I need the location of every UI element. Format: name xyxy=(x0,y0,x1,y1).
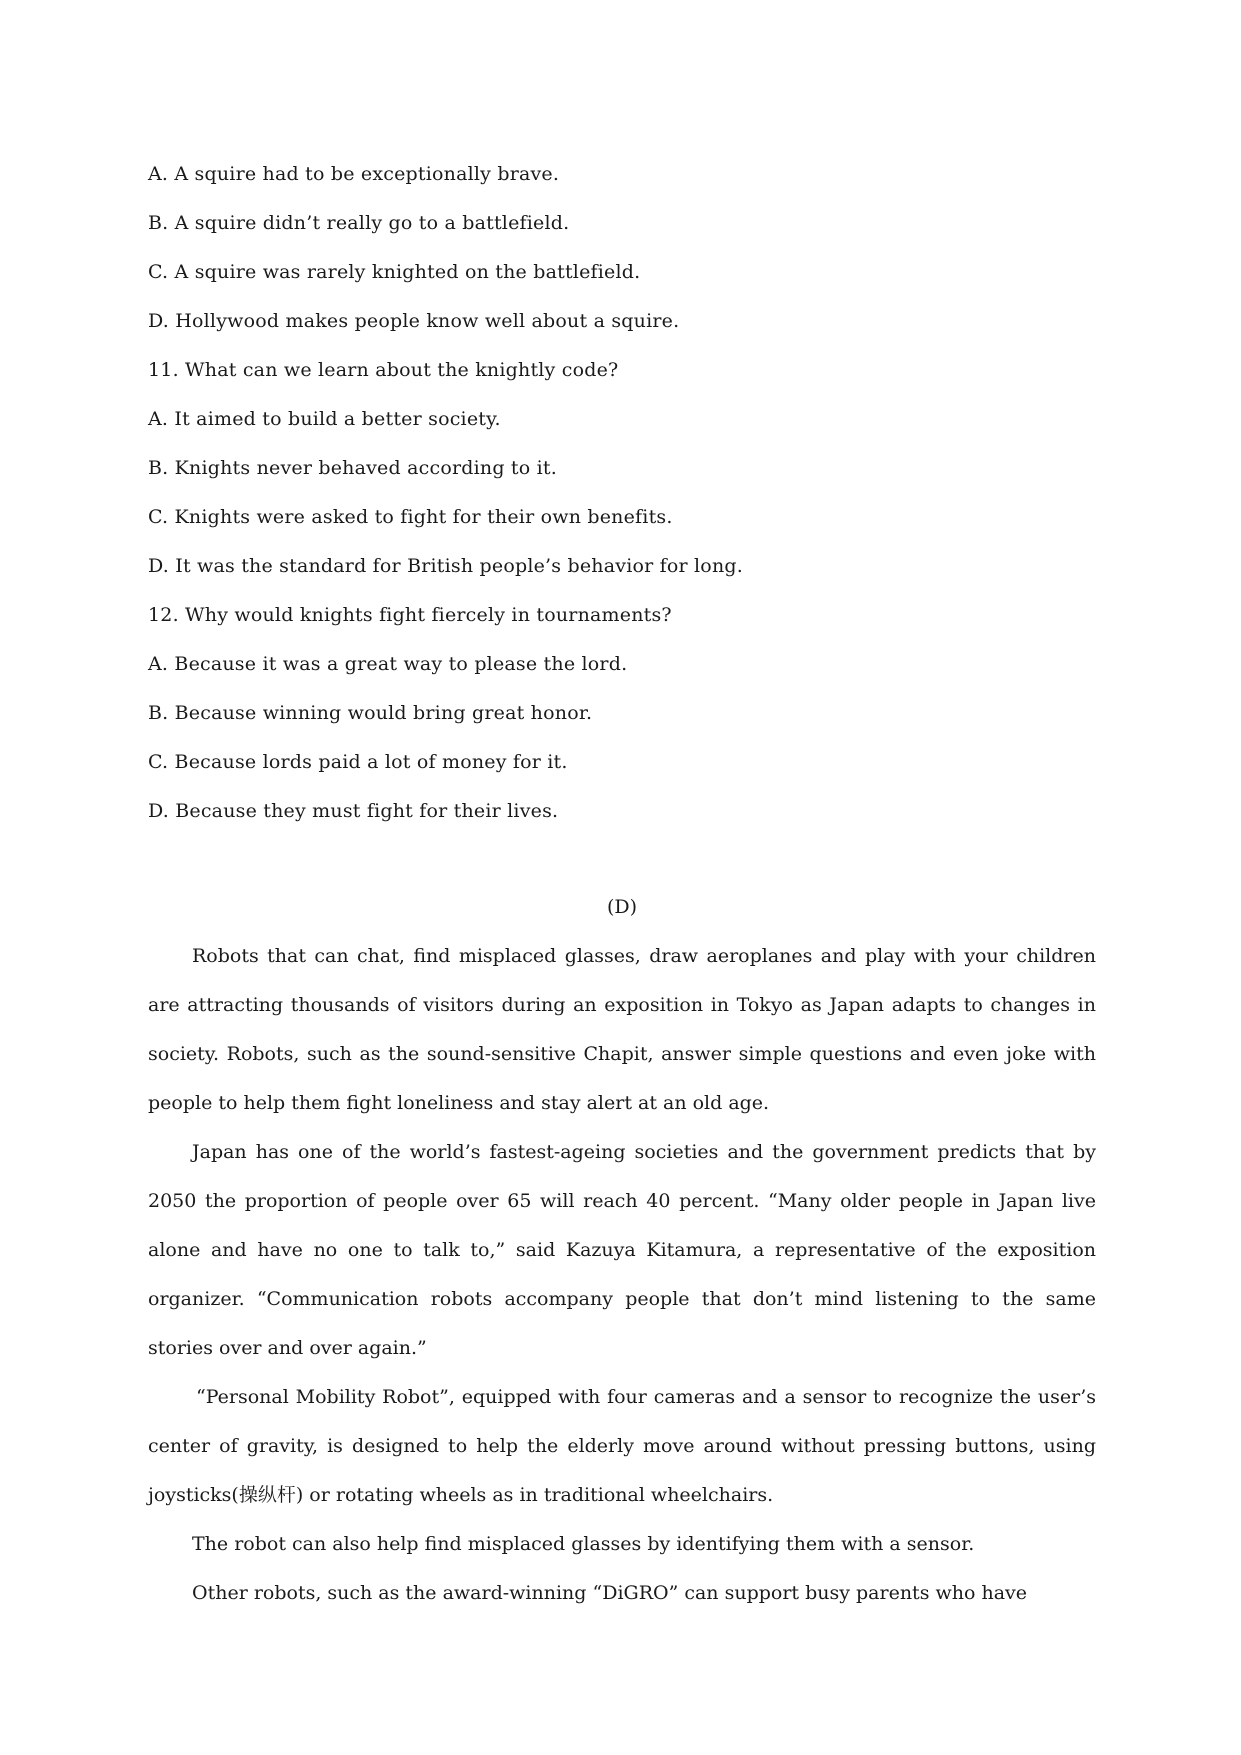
q12-option-c: C. Because lords paid a lot of money for it. xyxy=(148,751,568,773)
section-d-paragraph-2: Japan has one of the world’s fastest-ageing societies and the government predicts that by 2050 the proportion of people over 65 will reach 40 percent. “Many older people in Japan live alone and have no one to talk to,” said Kazuya Kitamura, a representative of the exposition organizer. “Communication robots accompany people that don’t mind listening to the same stories over and over again.” xyxy=(148,1141,1096,1359)
q11-option-d: D. It was the standard for British people’s behavior for long. xyxy=(148,555,743,577)
q12-question: 12. Why would knights fight fiercely in tournaments? xyxy=(148,604,672,626)
q10-option-b: B. A squire didn’t really go to a battlefield. xyxy=(148,212,570,234)
q12-option-d: D. Because they must fight for their lives. xyxy=(148,800,559,822)
q10-option-c: C. A squire was rarely knighted on the battlefield. xyxy=(148,261,641,283)
q11-option-b: B. Knights never behaved according to it. xyxy=(148,457,557,479)
q11-question: 11. What can we learn about the knightly code? xyxy=(148,359,619,381)
section-d-paragraph-4: The robot can also help find misplaced glasses by identifying them with a sensor. xyxy=(192,1533,975,1555)
section-d-paragraph-3: “Personal Mobility Robot”, equipped with four cameras and a sensor to recognize the user’s center of gravity, is designed to help the elderly move around without pressing buttons, using joysticks(操纵杆) or rotating wheels as in traditional wheelchairs. xyxy=(148,1386,1096,1506)
q12-option-b: B. Because winning would bring great honor. xyxy=(148,702,593,724)
q10-option-d: D. Hollywood makes people know well about a squire. xyxy=(148,310,680,332)
section-d-paragraph-5: Other robots, such as the award-winning “DiGRO” can support busy parents who have xyxy=(192,1582,1028,1604)
document-page xyxy=(148,150,1096,1618)
q10-option-a: A. A squire had to be exceptionally brave. xyxy=(148,163,560,185)
q12-option-a: A. Because it was a great way to please the lord. xyxy=(148,653,628,675)
section-d-paragraph-1: Robots that can chat, find misplaced glasses, draw aeroplanes and play with your children are attracting thousands of visitors during an exposition in Tokyo as Japan adapts to changes in society. Robots, such as the sound-sensitive Chapit, answer simple questions and even joke with people to help them fight loneliness and stay alert at an old age. xyxy=(148,945,1096,1114)
q11-option-a: A. It aimed to build a better society. xyxy=(148,408,501,430)
section-d-title: (D) xyxy=(606,896,638,918)
q11-option-c: C. Knights were asked to fight for their own benefits. xyxy=(148,506,673,528)
